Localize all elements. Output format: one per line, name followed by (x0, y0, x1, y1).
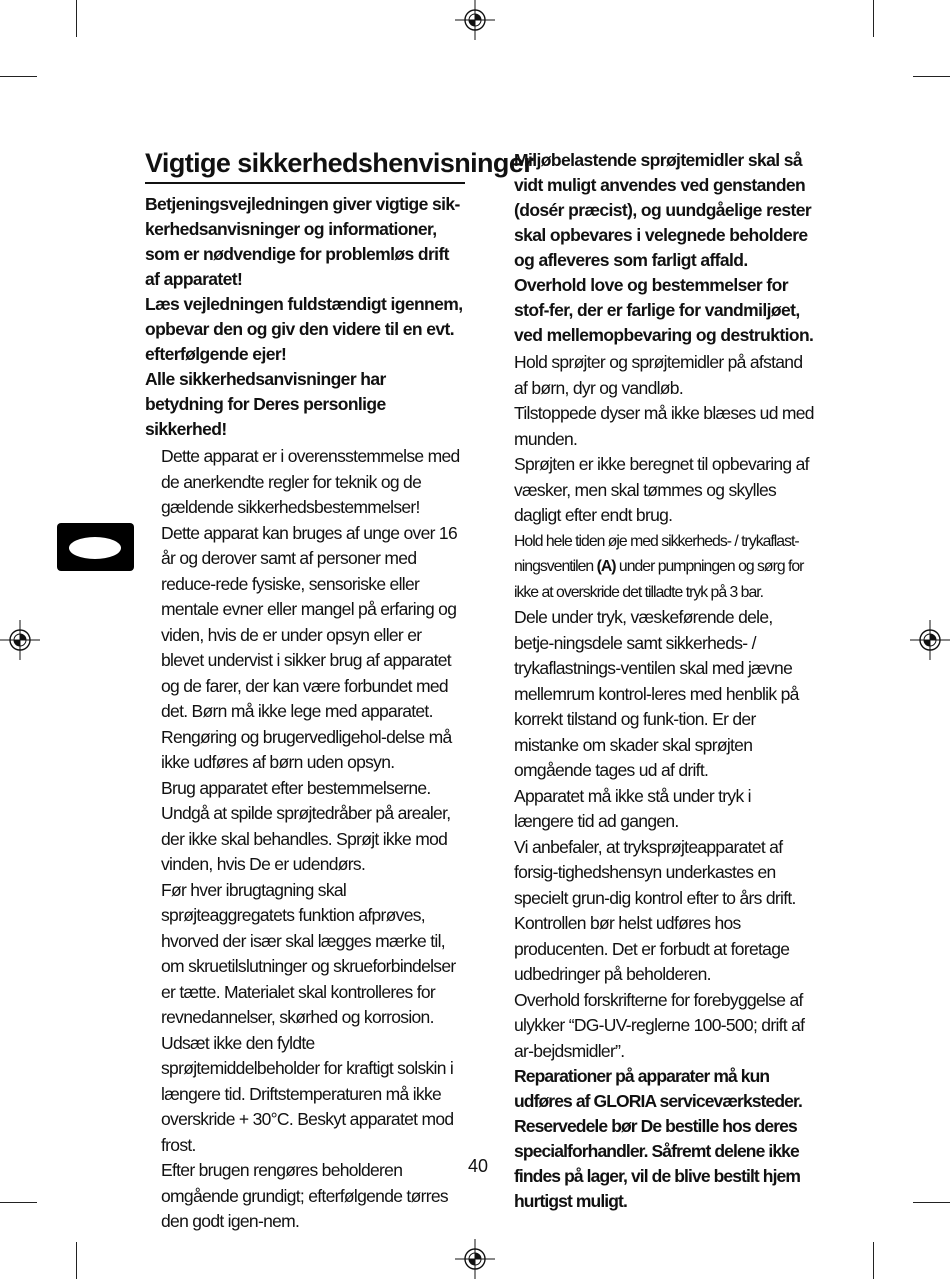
page-title: Vigtige sikkerhedshenvisninger (145, 148, 465, 184)
registration-mark-icon (455, 0, 495, 40)
safety-paragraph: Overhold forskrifterne for forebyggelse af ulykker “DG-UV-reglerne 100-500; drift af ar-bejdsmidler”. (514, 989, 805, 1061)
valve-text: under pumpningen og sørg for ikke at overskride det tilladte tryk på 3 bar. (514, 558, 804, 601)
safety-list (145, 444, 465, 1235)
safety-paragraph: Tilstoppede dyser må ikke blæses ud med munden. (514, 403, 814, 449)
language-tab-oval (69, 537, 121, 559)
safety-paragraph: Efter brugen rengøres beholderen omgående grundigt; efterfølgende tørres den godt igen-nem. (161, 1160, 448, 1231)
crop-mark (913, 1202, 950, 1203)
safety-paragraph: Vi anbefaler, at tryksprøjteapparatet af forsig-tighedshensyn underkastes en specielt grun-dig kontrol efter to års drift. Kontrollen bør helst udføres hos producenten. Det er forbudt at foretage udbedringer på beholderen. (514, 836, 796, 984)
crop-mark (913, 76, 950, 77)
safety-paragraph: Hold sprøjter og sprøjtemidler på afstand af børn, dyr og vandløb. (514, 352, 803, 398)
registration-mark-icon (455, 1239, 495, 1279)
page-number: 40 (467, 1156, 489, 1176)
repair-notice: Reparationer på apparater må kun udføres af GLORIA serviceværksteder. Reservedele bør De bestille hos deres specialforhandler. Såfremt delene ikke findes på lager, vil de blive bestilt hjem hurtigst muligt. (514, 1066, 802, 1211)
crop-mark (873, 1242, 874, 1279)
right-column (514, 148, 814, 1214)
intro-paragraph: Betjeningsvejledningen giver vigtige sik-kerhedsanvisninger og informationer, som er nødvendige for problemløs drift af apparatet! (145, 194, 460, 289)
safety-paragraph: Dele under tryk, væskeførende dele, betje-ningsdele samt sikkerheds- / trykaflastnings-ventilen skal med jævne mellemrum kontrol-leres med henblik på korrekt tilstand og funk-tion. Er der mistanke om skader skal sprøjten omgående tages ud af drift. (514, 607, 799, 780)
crop-mark (873, 0, 874, 37)
safety-paragraph: Dette apparat kan bruges af unge over 16 år og derover samt af personer med reduce-rede fysiske, sensoriske eller mentale evner eller mangel på erfaring og viden, hvis de er under opsyn eller er blevet undervist i sikker brug af apparatet og de farer, der kan være forbundet med det. Børn må ikke lege med apparatet. Rengøring og brugervedligehol-delse må ikke udføres af børn uden opsyn. (161, 522, 457, 772)
safety-paragraph: Før hver ibrugtagning skal sprøjteaggregatets funktion afprøves, hvorved der især skal lægges mærke til, om skruetilslutninger og skrueforbindelser er tætte. Materialet skal kontrolleres for revnedannelser, skørhed og korrosion. (161, 879, 456, 1027)
crop-mark (76, 1242, 77, 1279)
valve-paragraph (514, 529, 814, 606)
environment-warning: Overhold love og bestemmelser for stof-fer, der er farlige for vandmiljøet, ved mellemopbevaring og destruktion. (514, 275, 814, 345)
language-tab-marker (57, 523, 134, 571)
registration-mark-icon (0, 620, 40, 660)
safety-paragraph: Brug apparatet efter bestemmelserne. Undgå at spilde sprøjtedråber på arealer, der ikke skal behandles. Sprøjt ikke mod vinden, hvis De er udendørs. (161, 777, 451, 874)
environment-warning: Miljøbelastende sprøjtemidler skal så vidt muligt anvendes ved genstanden (dosér præcist), og uundgåelige rester skal opbevares i velegnede beholdere og afleveres som farligt affald. (514, 150, 812, 270)
crop-mark (76, 0, 77, 37)
safety-paragraph: Dette apparat er i overensstemmelse med de anerkendte regler for teknik og de gældende sikkerhedsbestemmelser! (161, 446, 460, 517)
valve-text: Hold hele tiden øje med sikkerheds- / trykaflast-ningsventilen (514, 532, 799, 575)
valve-marker: (A) (596, 558, 616, 575)
crop-mark (0, 1202, 37, 1203)
safety-paragraph: Sprøjten er ikke beregnet til opbevaring af væsker, men skal tømmes og skylles dagligt efter endt brug. (514, 454, 809, 525)
registration-mark-icon (910, 620, 950, 660)
safety-paragraph: Apparatet må ikke stå under tryk i længere tid ad gangen. (514, 785, 751, 831)
crop-mark (0, 76, 37, 77)
intro-paragraph: Læs vejledningen fuldstændigt igennem, opbevar den og giv den videre til en evt. efterfølgende ejer! (145, 294, 463, 364)
safety-paragraph: Udsæt ikke den fyldte sprøjtemiddelbeholder for kraftigt solskin i længere tid. Driftstemperaturen må ikke overskride + 30°C. Beskyt apparatet mod frost. (161, 1032, 454, 1155)
intro-paragraph: Alle sikkerhedsanvisninger har betydning for Deres personlige sikkerhed! (145, 369, 386, 439)
